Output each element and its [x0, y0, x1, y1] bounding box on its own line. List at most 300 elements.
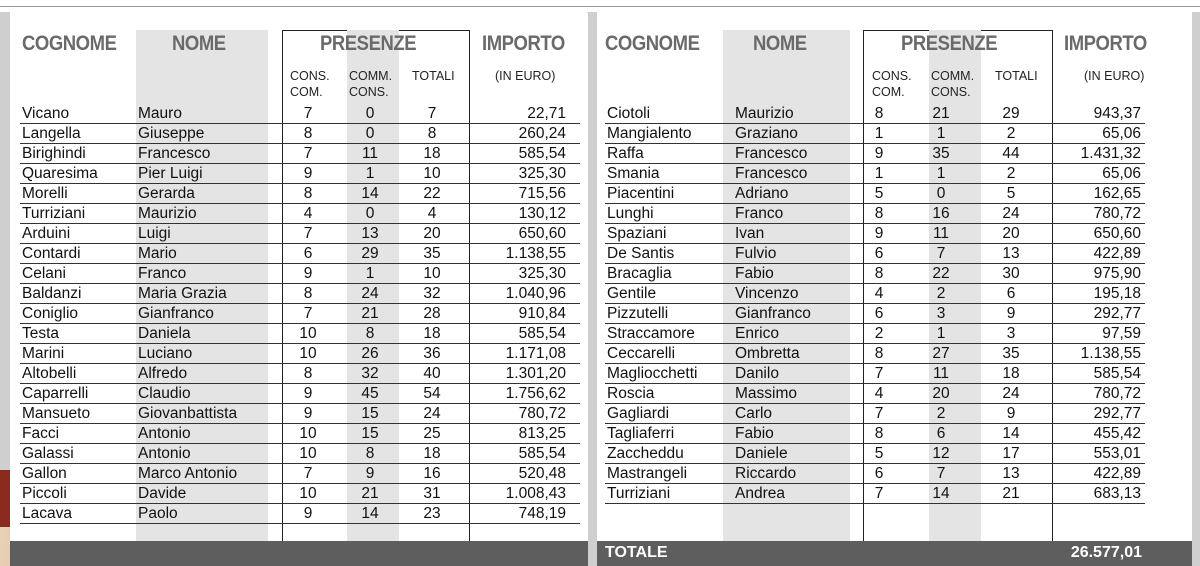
table-row: [605, 144, 1145, 164]
cell-importo: 195,18: [1093, 285, 1141, 302]
cell-cons-com: 9: [303, 505, 313, 522]
cell-nome: Maurizio: [138, 205, 197, 222]
cell-cognome: Lunghi: [607, 205, 654, 222]
cell-cognome: Turriziani: [607, 485, 671, 502]
cell-nome: Giuseppe: [138, 125, 205, 142]
table-row: [605, 424, 1145, 444]
table-row: [605, 484, 1145, 504]
cell-nome: Franco: [735, 205, 784, 222]
cell-importo: 1.040,96: [505, 285, 566, 302]
totale-footer-bar: [597, 541, 1192, 566]
cell-cognome: Coniglio: [22, 305, 79, 322]
table-row: [605, 404, 1145, 424]
table-row: [20, 364, 580, 384]
cell-comm-cons: 8: [365, 445, 375, 462]
cell-importo: 650,60: [1093, 225, 1141, 242]
cell-cons-com: 10: [299, 425, 317, 442]
cell-totali: 2: [1006, 125, 1016, 142]
cell-cognome: Ciotoli: [607, 105, 651, 122]
cell-totali: 35: [423, 245, 441, 262]
right-table: [597, 13, 1192, 566]
row-divider: [605, 503, 1145, 504]
cell-cognome: Lacava: [22, 505, 72, 522]
cell-cons-com: 7: [303, 305, 313, 322]
cell-cons-com: 9: [303, 165, 313, 182]
cell-totali: 2: [1006, 165, 1016, 182]
cell-importo: 1.008,43: [505, 485, 566, 502]
cell-comm-cons: 26: [361, 345, 379, 362]
cell-cognome: Vicano: [22, 105, 70, 122]
cell-comm-cons: 11: [932, 365, 950, 382]
cell-totali: 13: [1002, 245, 1020, 262]
cell-cognome: Baldanzi: [22, 285, 82, 302]
cell-cons-com: 1: [874, 165, 884, 182]
table-row: [605, 364, 1145, 384]
cell-totali: 9: [1006, 305, 1016, 322]
cell-totali: 18: [423, 445, 441, 462]
table-row: [20, 104, 580, 124]
cell-cons-com: 7: [874, 365, 884, 382]
cell-totali: 28: [423, 305, 441, 322]
cell-importo: 943,37: [1093, 105, 1141, 122]
cell-totali: 18: [423, 325, 441, 342]
cell-comm-cons: 2: [936, 285, 946, 302]
header-cognome: COGNOME: [605, 32, 700, 55]
cell-totali: 24: [423, 405, 441, 422]
table-row: [20, 204, 580, 224]
header-importo: IMPORTO: [482, 32, 565, 55]
cell-comm-cons: 7: [936, 465, 946, 482]
table-row: [605, 164, 1145, 184]
cell-importo: 22,71: [527, 105, 566, 122]
cell-importo: 585,54: [1093, 365, 1141, 382]
cell-comm-cons: 29: [361, 245, 379, 262]
cell-totali: 4: [427, 205, 437, 222]
subheader-cons-com: CONS. COM.: [290, 69, 330, 99]
cell-totali: 32: [423, 285, 441, 302]
cell-totali: 25: [423, 425, 441, 442]
table-row: [605, 224, 1145, 244]
cell-cons-com: 8: [303, 285, 313, 302]
cell-cons-com: 5: [874, 185, 884, 202]
table-row: [20, 164, 580, 184]
table-row: [20, 224, 580, 244]
cell-importo: 715,56: [518, 185, 566, 202]
table-row: [20, 124, 580, 144]
cell-totali: 36: [423, 345, 441, 362]
cell-cons-com: 8: [874, 425, 884, 442]
cell-cons-com: 4: [874, 285, 884, 302]
subheader-comm-cons: COMM. CONS.: [349, 69, 393, 99]
table-row: [20, 244, 580, 264]
cell-comm-cons: 0: [365, 205, 375, 222]
cell-importo: 1.431,32: [1080, 145, 1141, 162]
cell-comm-cons: 21: [361, 485, 379, 502]
cell-totali: 29: [1002, 105, 1020, 122]
table-row: [605, 104, 1145, 124]
table-row: [20, 304, 580, 324]
left-table: [10, 13, 588, 566]
cell-cognome: Contardi: [22, 245, 81, 262]
cell-totali: 20: [1002, 225, 1020, 242]
cell-nome: Danilo: [735, 365, 779, 382]
cell-importo: 650,60: [518, 225, 566, 242]
cell-cons-com: 6: [874, 305, 884, 322]
cell-cognome: Spaziani: [607, 225, 667, 242]
cell-nome: Claudio: [138, 385, 191, 402]
cell-importo: 520,48: [518, 465, 566, 482]
cell-nome: Massimo: [735, 385, 798, 402]
cell-nome: Fulvio: [735, 245, 777, 262]
table-row: [605, 264, 1145, 284]
cell-importo: 780,72: [518, 405, 566, 422]
cell-importo: 422,89: [1093, 245, 1141, 262]
cell-cons-com: 8: [874, 265, 884, 282]
cell-comm-cons: 13: [361, 225, 379, 242]
cell-totali: 3: [1006, 325, 1016, 342]
table-row: [20, 444, 580, 464]
cell-totali: 10: [423, 265, 441, 282]
cell-importo: 97,59: [1102, 325, 1141, 342]
table-row: [605, 124, 1145, 144]
table-row: [20, 264, 580, 284]
cell-importo: 1.138,55: [1080, 345, 1141, 362]
cell-comm-cons: 0: [365, 105, 375, 122]
cell-cons-com: 9: [303, 265, 313, 282]
cell-importo: 260,24: [518, 125, 566, 142]
cell-comm-cons: 8: [365, 325, 375, 342]
cell-comm-cons: 15: [361, 425, 379, 442]
cell-cons-com: 2: [874, 325, 884, 342]
cell-cognome: Gentile: [607, 285, 657, 302]
cell-importo: 683,13: [1093, 485, 1141, 502]
cell-totali: 44: [1002, 145, 1020, 162]
cell-cognome: Roscia: [607, 385, 655, 402]
cell-importo: 1.756,62: [505, 385, 566, 402]
cell-cons-com: 9: [874, 145, 884, 162]
cell-cognome: Mastrangeli: [607, 465, 688, 482]
top-divider: [0, 6, 1200, 7]
cell-nome: Vincenzo: [735, 285, 799, 302]
cell-importo: 975,90: [1093, 265, 1141, 282]
cell-cognome: Zaccheddu: [607, 445, 684, 462]
cell-cognome: Langella: [22, 125, 81, 142]
cell-cognome: Quaresima: [22, 165, 98, 182]
cell-comm-cons: 15: [361, 405, 379, 422]
cell-cons-com: 8: [303, 125, 313, 142]
right-border-strip: [1192, 12, 1200, 566]
cell-cognome: Tagliaferri: [607, 425, 675, 442]
cell-cognome: Piacentini: [607, 185, 675, 202]
totale-value: 26.577,01: [1070, 544, 1142, 561]
cell-comm-cons: 32: [361, 365, 379, 382]
cell-totali: 24: [1002, 205, 1020, 222]
cell-nome: Gerarda: [138, 185, 195, 202]
cell-cognome: Smania: [607, 165, 660, 182]
cell-cons-com: 7: [303, 105, 313, 122]
cell-cons-com: 6: [874, 465, 884, 482]
cell-cons-com: 10: [299, 485, 317, 502]
cell-importo: 748,19: [518, 505, 566, 522]
table-row: [20, 344, 580, 364]
cell-nome: Graziano: [735, 125, 798, 142]
cell-nome: Francesco: [735, 165, 808, 182]
cell-cons-com: 8: [303, 185, 313, 202]
table-row: [20, 464, 580, 484]
cell-totali: 31: [423, 485, 441, 502]
cell-totali: 5: [1006, 185, 1016, 202]
table-row: [20, 284, 580, 304]
table-row: [20, 484, 580, 504]
table-row: [20, 184, 580, 204]
table-row: [20, 384, 580, 404]
cell-totali: 20: [423, 225, 441, 242]
cell-nome: Daniele: [735, 445, 788, 462]
cell-comm-cons: 12: [932, 445, 950, 462]
table-row: [20, 144, 580, 164]
cell-nome: Mauro: [138, 105, 182, 122]
cell-comm-cons: 6: [936, 425, 946, 442]
cell-cons-com: 9: [874, 225, 884, 242]
cell-nome: Luciano: [138, 345, 193, 362]
subheader-in-euro: (IN EURO): [495, 69, 556, 83]
cell-importo: 780,72: [1093, 205, 1141, 222]
cell-comm-cons: 11: [361, 145, 379, 162]
cell-comm-cons: 0: [936, 185, 946, 202]
cell-totali: 7: [427, 105, 437, 122]
cell-totali: 23: [423, 505, 441, 522]
table-row: [20, 324, 580, 344]
header-nome: NOME: [753, 32, 807, 55]
cell-importo: 162,65: [1093, 185, 1141, 202]
cell-comm-cons: 9: [365, 465, 375, 482]
cell-nome: Fabio: [735, 425, 774, 442]
cell-cognome: Turriziani: [22, 205, 86, 222]
cell-importo: 455,42: [1093, 425, 1141, 442]
table-row: [605, 304, 1145, 324]
cell-importo: 780,72: [1093, 385, 1141, 402]
cell-cognome: Straccamore: [607, 325, 695, 342]
totale-label: TOTALE: [605, 544, 668, 561]
cell-nome: Enrico: [735, 325, 779, 342]
cell-comm-cons: 22: [932, 265, 950, 282]
header-cognome: COGNOME: [22, 32, 117, 55]
cell-nome: Antonio: [138, 445, 191, 462]
cell-totali: 30: [1002, 265, 1020, 282]
cell-nome: Daniela: [138, 325, 191, 342]
cell-comm-cons: 14: [361, 505, 379, 522]
cell-comm-cons: 14: [361, 185, 379, 202]
cell-cognome: Celani: [22, 265, 66, 282]
cell-totali: 18: [423, 145, 441, 162]
cell-cognome: Testa: [22, 325, 60, 342]
cell-nome: Antonio: [138, 425, 191, 442]
cell-comm-cons: 1: [936, 165, 946, 182]
cell-nome: Andrea: [735, 485, 785, 502]
cell-nome: Maurizio: [735, 105, 794, 122]
cell-comm-cons: 16: [932, 205, 950, 222]
header-presenze: PRESENZE: [901, 32, 998, 55]
cell-cons-com: 9: [303, 385, 313, 402]
cell-comm-cons: 3: [936, 305, 946, 322]
cell-totali: 8: [427, 125, 437, 142]
cell-cons-com: 10: [299, 325, 317, 342]
cell-importo: 130,12: [518, 205, 566, 222]
cell-cons-com: 6: [303, 245, 313, 262]
table-row: [20, 404, 580, 424]
cell-cons-com: 4: [303, 205, 313, 222]
cell-importo: 292,77: [1093, 305, 1141, 322]
cell-cons-com: 7: [303, 225, 313, 242]
cell-cons-com: 10: [299, 445, 317, 462]
cell-nome: Carlo: [735, 405, 773, 422]
table-row: [605, 244, 1145, 264]
cell-cognome: Marini: [22, 345, 65, 362]
header-nome: NOME: [172, 32, 226, 55]
cell-cons-com: 4: [874, 385, 884, 402]
cell-comm-cons: 2: [936, 405, 946, 422]
header-importo: IMPORTO: [1064, 32, 1147, 55]
subheader-cons-com: CONS. COM.: [872, 69, 912, 99]
cell-importo: 585,54: [518, 445, 566, 462]
cell-nome: Francesco: [735, 145, 808, 162]
cell-comm-cons: 45: [361, 385, 379, 402]
cell-cons-com: 10: [299, 345, 317, 362]
cell-cognome: Gagliardi: [607, 405, 670, 422]
table-row: [605, 284, 1145, 304]
cell-nome: Fabio: [735, 265, 774, 282]
cell-cons-com: 7: [303, 465, 313, 482]
cell-cognome: Altobelli: [22, 365, 77, 382]
cell-nome: Gianfranco: [138, 305, 214, 322]
cell-nome: Davide: [138, 485, 187, 502]
table-row: [605, 204, 1145, 224]
cell-importo: 65,06: [1102, 125, 1141, 142]
cell-totali: 18: [1002, 365, 1020, 382]
cell-nome: Paolo: [138, 505, 178, 522]
cell-cons-com: 6: [874, 245, 884, 262]
cell-comm-cons: 21: [361, 305, 379, 322]
cell-cognome: Bracaglia: [607, 265, 672, 282]
cell-cognome: Pizzutelli: [607, 305, 669, 322]
cell-importo: 553,01: [1093, 445, 1141, 462]
cell-totali: 13: [1002, 465, 1020, 482]
subheader-totali: TOTALI: [412, 69, 455, 83]
cell-cons-com: 7: [874, 405, 884, 422]
cell-cognome: Arduini: [22, 225, 71, 242]
cell-importo: 65,06: [1102, 165, 1141, 182]
cell-totali: 35: [1002, 345, 1020, 362]
table-row: [605, 184, 1145, 204]
cell-comm-cons: 21: [932, 105, 950, 122]
cell-comm-cons: 14: [932, 485, 950, 502]
cell-totali: 40: [423, 365, 441, 382]
cell-cognome: Facci: [22, 425, 60, 442]
cell-nome: Riccardo: [735, 465, 797, 482]
cell-cognome: Mansueto: [22, 405, 91, 422]
cell-totali: 6: [1006, 285, 1016, 302]
row-divider: [20, 523, 580, 524]
cell-totali: 21: [1002, 485, 1020, 502]
cell-cons-com: 7: [874, 485, 884, 502]
cell-totali: 17: [1002, 445, 1020, 462]
cell-comm-cons: 1: [365, 165, 375, 182]
cell-cons-com: 8: [874, 345, 884, 362]
cell-cognome: Morelli: [22, 185, 68, 202]
center-border-strip: [587, 12, 597, 566]
cell-cons-com: 8: [874, 105, 884, 122]
cell-cognome: Piccoli: [22, 485, 67, 502]
cell-importo: 325,30: [518, 265, 566, 282]
table-row: [605, 324, 1145, 344]
cell-nome: Adriano: [735, 185, 789, 202]
table-row: [605, 384, 1145, 404]
cell-totali: 10: [423, 165, 441, 182]
cell-totali: 14: [1002, 425, 1020, 442]
cell-cons-com: 7: [303, 145, 313, 162]
cell-cognome: Ceccarelli: [607, 345, 676, 362]
cell-comm-cons: 7: [936, 245, 946, 262]
cell-importo: 422,89: [1093, 465, 1141, 482]
cell-cognome: Gallon: [22, 465, 67, 482]
table-row: [605, 464, 1145, 484]
header-presenze: PRESENZE: [320, 32, 417, 55]
cell-cons-com: 8: [303, 365, 313, 382]
cell-totali: 22: [423, 185, 441, 202]
cell-importo: 910,84: [518, 305, 566, 322]
cell-importo: 325,30: [518, 165, 566, 182]
cell-totali: 54: [423, 385, 441, 402]
cell-nome: Ombretta: [735, 345, 800, 362]
cell-nome: Mario: [138, 245, 177, 262]
table-row: [605, 344, 1145, 364]
cell-comm-cons: 24: [361, 285, 379, 302]
cell-nome: Franco: [138, 265, 187, 282]
cell-nome: Francesco: [138, 145, 211, 162]
subheader-comm-cons: COMM. CONS.: [931, 69, 975, 99]
table-row: [605, 444, 1145, 464]
cell-nome: Marco Antonio: [138, 465, 238, 482]
cell-cons-com: 1: [874, 125, 884, 142]
cell-importo: 813,25: [518, 425, 566, 442]
cell-importo: 1.138,55: [505, 245, 566, 262]
cell-totali: 9: [1006, 405, 1016, 422]
left-footer-bar: [10, 541, 588, 566]
cell-importo: 292,77: [1093, 405, 1141, 422]
cell-nome: Giovanbattista: [138, 405, 238, 422]
subheader-in-euro: (IN EURO): [1084, 69, 1145, 83]
cell-comm-cons: 35: [932, 145, 950, 162]
cell-nome: Alfredo: [138, 365, 188, 382]
cell-comm-cons: 0: [365, 125, 375, 142]
cell-importo: 585,54: [518, 145, 566, 162]
cell-cognome: Galassi: [22, 445, 74, 462]
cell-comm-cons: 11: [932, 225, 950, 242]
cell-cons-com: 8: [874, 205, 884, 222]
table-row: [20, 504, 580, 524]
cell-comm-cons: 1: [936, 125, 946, 142]
cell-nome: Ivan: [735, 225, 765, 242]
cell-importo: 585,54: [518, 325, 566, 342]
cell-cognome: Raffa: [607, 145, 644, 162]
cell-importo: 1.171,08: [505, 345, 566, 362]
cell-cognome: De Santis: [607, 245, 675, 262]
cell-importo: 1.301,20: [505, 365, 566, 382]
cell-cognome: Magliocchetti: [607, 365, 698, 382]
cell-cognome: Caparrelli: [22, 385, 89, 402]
cell-totali: 16: [423, 465, 441, 482]
cell-totali: 24: [1002, 385, 1020, 402]
